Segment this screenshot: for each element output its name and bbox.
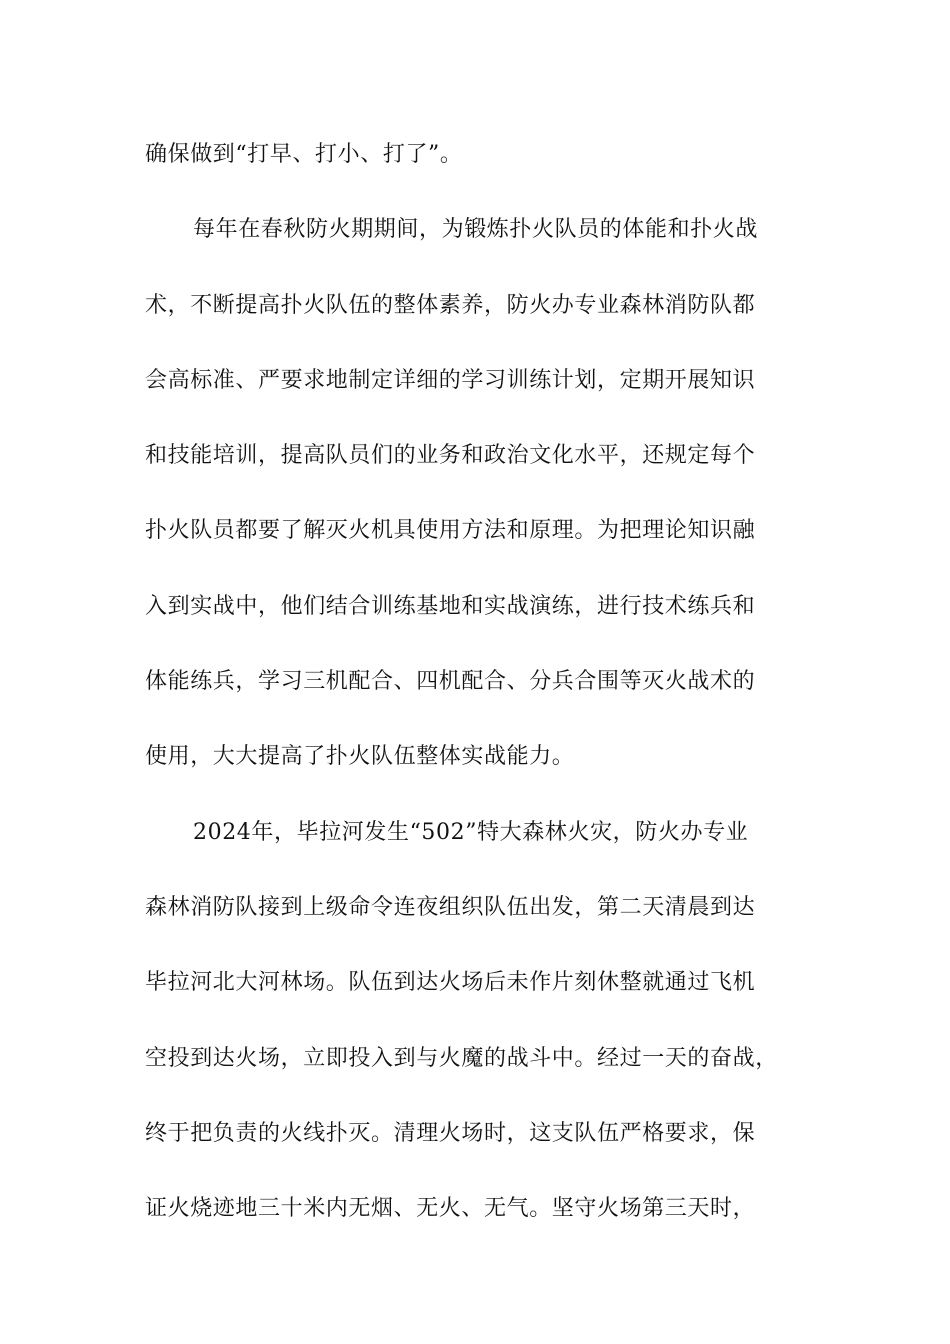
text-line: 证火烧迹地三十米内无烟、无火、无气。坚守火场第三天时， [145, 1196, 756, 1222]
text-line: 扑火队员都要了解灭火机具使用方法和原理。为把理论知识融 [145, 518, 756, 544]
text-line: 森林消防队接到上级命令连夜组织队伍出发，第二天清晨到达 [145, 894, 756, 920]
text-line: 毕拉河北大河林场。队伍到达火场后未作片刻休整就通过飞机 [145, 970, 756, 996]
text-line: 空投到达火场，立即投入到与火魔的战斗中。经过一天的奋战， [145, 1045, 778, 1071]
text-line: 终于把负责的火线扑灭。清理火场时，这支队伍严格要求，保 [145, 1120, 756, 1146]
paragraph-first-line: 2024年，毕拉河发生“502”特大森林火灾，防火办专业 [193, 819, 749, 845]
text-line: 体能练兵，学习三机配合、四机配合、分兵合围等灭火战术的 [145, 669, 756, 695]
paragraph-first-line: 每年在春秋防火期期间，为锻炼扑火队员的体能和扑火战 [193, 217, 759, 243]
text-line: 确保做到“打早、打小、打了”。 [145, 142, 463, 167]
text-line: 使用，大大提高了扑火队伍整体实战能力。 [145, 744, 575, 770]
text-line: 和技能培训，提高队员们的业务和政治文化水平，还规定每个 [145, 443, 756, 469]
text-line: 会高标准、严要求地制定详细的学习训练计划，定期开展知识 [145, 367, 756, 393]
text-line: 入到实战中，他们结合训练基地和实战演练，进行技术练兵和 [145, 593, 756, 619]
body-text [145, 127, 835, 1256]
text-line: 术，不断提高扑火队伍的整体素养，防火办专业森林消防队都 [145, 292, 756, 318]
